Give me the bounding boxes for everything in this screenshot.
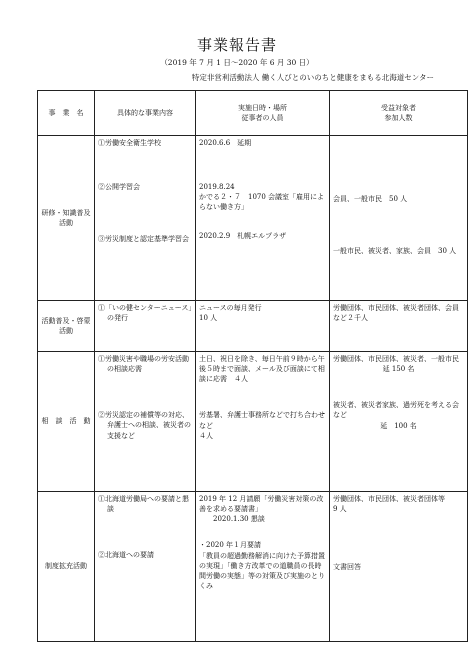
- target-count: 延 150 名: [382, 365, 415, 374]
- target-item: 労働団体、市民団体、被災者、一般市民: [333, 355, 459, 363]
- report-period: （2019 年 7 月 1 日〜2020 年 6 月 30 日）: [160, 58, 314, 67]
- header-row: [38, 91, 468, 136]
- detail-item: 土日、祝日を除き、毎日午前９時から午後５時まで面談、メール及び面談にて相談に応需 ４人: [199, 355, 325, 384]
- target-cell: [330, 352, 468, 492]
- content-cell: [95, 492, 196, 642]
- target-cell: [330, 136, 468, 301]
- target-item: 労働団体、市民団体、被災者団体、会員など２千人: [333, 304, 459, 323]
- content-cell: [95, 301, 196, 352]
- header-datetime: [196, 91, 330, 136]
- detail-item: 2020.1.30 懇談: [213, 515, 265, 524]
- table-row-training: [38, 136, 468, 301]
- detail-item: ・2020 年１月要請 「教員の超過勤務解消に向けた予算措置の実現」「働き方改革での道職員の長時間労働の実態」等の対策及び実施のとりくみ: [199, 541, 325, 590]
- detail-item: 2020.6.6 延期: [199, 139, 252, 147]
- target-item: 一般市民、被災者、家族、会員 30 人: [333, 247, 457, 256]
- detail-cell: [196, 352, 330, 492]
- table-row-outreach: [38, 301, 468, 352]
- content-item: ①「いの健センターニュース」の発行: [98, 304, 192, 323]
- category-policy: 制度拡充活動: [38, 492, 95, 642]
- detail-cell: [196, 301, 330, 352]
- table-row-consultation: [38, 352, 468, 492]
- header-datetime-line1: 実施日時・場所: [238, 103, 287, 112]
- target-cell: [330, 301, 468, 352]
- content-item: ①労働災害や職場の労安活動の相談応需: [98, 355, 189, 374]
- category-outreach: 活動普及・啓蒙活動: [38, 301, 95, 352]
- detail-item: 労基署、弁護士事務所などで打ち合わせなど ４人: [199, 411, 325, 440]
- detail-item: 2019 年 12 月請願「労働災害対策の改善を求める要請書」: [199, 495, 324, 514]
- target-item: 文書回答: [333, 563, 361, 572]
- report-table: [37, 90, 473, 642]
- category-training: 研修・知識普及活動: [38, 136, 95, 301]
- detail-item: 2019.8.24 かでる２・７ 1070 会議室「雇用によらない働き方」: [199, 183, 325, 212]
- target-item: 会員、一般市民 50 人: [333, 195, 408, 203]
- content-item: ②公開学習会: [98, 183, 140, 192]
- header-target-line1: 受益対象者: [381, 103, 416, 112]
- category-consultation: 相 談 活 動: [38, 352, 95, 492]
- report-title: 事業報告書: [196, 36, 277, 54]
- detail-cell: [196, 492, 330, 642]
- table-row-policy: [38, 492, 468, 642]
- content-item: ①北海道労働局への要請と懇談: [98, 495, 189, 514]
- header-content: 具体的な事業内容: [95, 91, 196, 136]
- detail-cell: [196, 136, 330, 301]
- content-cell: [95, 136, 196, 301]
- header-datetime-line2: 従事者の人員: [241, 114, 284, 122]
- target-count: 延 100 名: [380, 421, 417, 430]
- content-item: ②労災認定の補償等の対応、弁護士への相談、被災者の支援など: [98, 411, 191, 440]
- content-item: ③労災制度と認定基準学習会: [98, 235, 189, 244]
- header-target-line2: 参加人数: [384, 114, 413, 122]
- target-item: 労働団体、市民団体、被災者団体等 9 人: [333, 495, 473, 514]
- target-cell: [330, 492, 473, 642]
- organization-name: 特定非営利活動法人 働く人びとのいのちと健康をまもる北海道センター: [191, 73, 434, 82]
- target-item: 被災者、被災者家族、過労死を考える会など: [333, 401, 459, 420]
- detail-item: ニュースの毎月発行 10 人: [199, 304, 262, 323]
- header-target: [330, 91, 468, 136]
- content-item: ②北海道への要請: [98, 551, 154, 560]
- detail-item: 2020.2.9 札幌エルプラザ: [199, 231, 287, 240]
- content-item: ①労働安全衛生学校: [98, 139, 161, 147]
- header-category: 事 業 名: [38, 91, 95, 136]
- content-cell: [95, 352, 196, 492]
